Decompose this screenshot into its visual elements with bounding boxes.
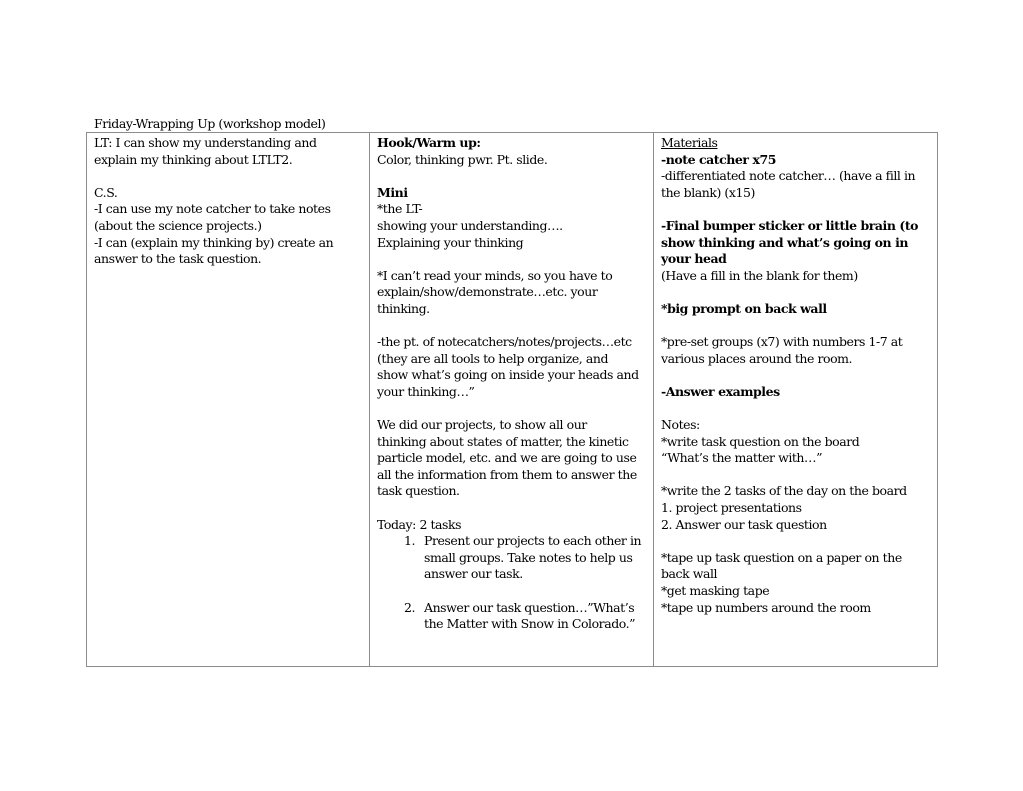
lesson-steps-column [370,133,654,666]
blank-line [377,318,651,335]
text-line: We did our projects, to show all our [377,417,587,433]
blank-line [661,467,935,484]
text-line: *write task question on the board [661,433,860,449]
text-line: *the LT- [377,201,423,217]
blank-line [377,251,651,268]
blank-line [661,367,935,384]
text-line: various places around the room. [661,350,853,366]
text-line: your head [661,251,727,267]
text-line: answer to the task question. [94,251,262,267]
lesson-plan-table [86,132,938,667]
text-line: thinking about states of matter, the kinetic [377,433,629,449]
text-line: show what’s going on inside your heads and [377,367,639,383]
text-line: “What’s the matter with…” [661,450,823,466]
numbered-list-item [377,600,651,617]
text-line: Hook/Warm up: [377,135,481,150]
blank-line [661,284,935,301]
text-line: *tape up task question on a paper on the [661,549,902,565]
blank-line [661,201,935,218]
lesson-steps-text [377,135,651,633]
list-item-text: the Matter with Snow in Colorado.” [424,616,636,632]
blank-line [94,168,367,185]
list-number: 1. [403,533,415,549]
text-line: Mini [377,184,408,200]
materials-column [654,133,937,666]
page-title: Friday-Wrapping Up (workshop model) [94,116,326,131]
text-line: 2. Answer our task question [661,516,827,532]
text-line: task question. [377,483,460,499]
text-line: explain my thinking about LTLT2. [94,151,293,167]
text-line: explain/show/demonstrate…etc. your [377,284,598,300]
text-line: *get masking tape [661,583,770,599]
learning-targets-column [87,133,370,666]
blank-line [661,318,935,335]
list-item-text: answer our task. [424,566,523,582]
text-line: -Answer examples [661,383,780,399]
text-line: Notes: [661,417,700,433]
text-line: *big prompt on back wall [661,300,827,316]
text-line: (Have a fill in the blank for them) [661,267,858,283]
blank-line [377,583,651,600]
text-line: the blank) (x15) [661,184,755,200]
text-line: back wall [661,566,718,582]
text-line: *pre-set groups (x7) with numbers 1-7 at [661,334,903,350]
blank-line [377,168,651,185]
numbered-list-item [377,550,651,567]
learning-targets-text [94,135,367,268]
text-line: all the information from them to answer the [377,466,637,482]
text-line: Today: 2 tasks [377,516,462,532]
blank-line [377,500,651,517]
blank-line [661,533,935,550]
text-line: *write the 2 tasks of the day on the board [661,483,907,499]
text-line: Color, thinking pwr. Pt. slide. [377,151,548,167]
list-item-text: small groups. Take notes to help us [424,549,633,565]
text-line: 1. project presentations [661,500,802,516]
text-line: -Final bumper sticker or little brain (to [661,217,919,233]
blank-line [377,401,651,418]
text-line: (about the science projects.) [94,217,262,233]
text-line: -note catcher x75 [661,151,776,167]
text-line: *I can’t read your minds, so you have to [377,267,613,283]
list-item-text: Present our projects to each other in [424,533,642,549]
text-line: *tape up numbers around the room [661,599,871,615]
text-line: (they are all tools to help organize, and [377,350,608,366]
list-number: 2. [403,599,415,615]
materials-text [661,135,935,616]
text-line: C.S. [94,184,118,200]
list-item-text: Answer our task question…”What’s [424,599,635,615]
text-line: Materials [661,135,718,150]
text-line: -I can (explain my thinking by) create an [94,234,334,250]
text-line: Explaining your thinking [377,234,524,250]
text-line: particle model, etc. and we are going to use [377,450,637,466]
text-line: -the pt. of notecatchers/notes/projects…etc [377,334,632,350]
text-line: -differentiated note catcher… (have a fill in [661,168,916,184]
numbered-list-item [377,533,651,550]
text-line: your thinking…” [377,383,475,399]
numbered-list-item [377,616,651,633]
text-line: thinking. [377,300,430,316]
text-line: show thinking and what’s going on in [661,234,909,250]
text-line: -I can use my note catcher to take notes [94,201,331,217]
numbered-list-item [377,566,651,583]
text-line: LT: I can show my understanding and [94,135,317,150]
blank-line [661,401,935,418]
text-line: showing your understanding…. [377,217,563,233]
